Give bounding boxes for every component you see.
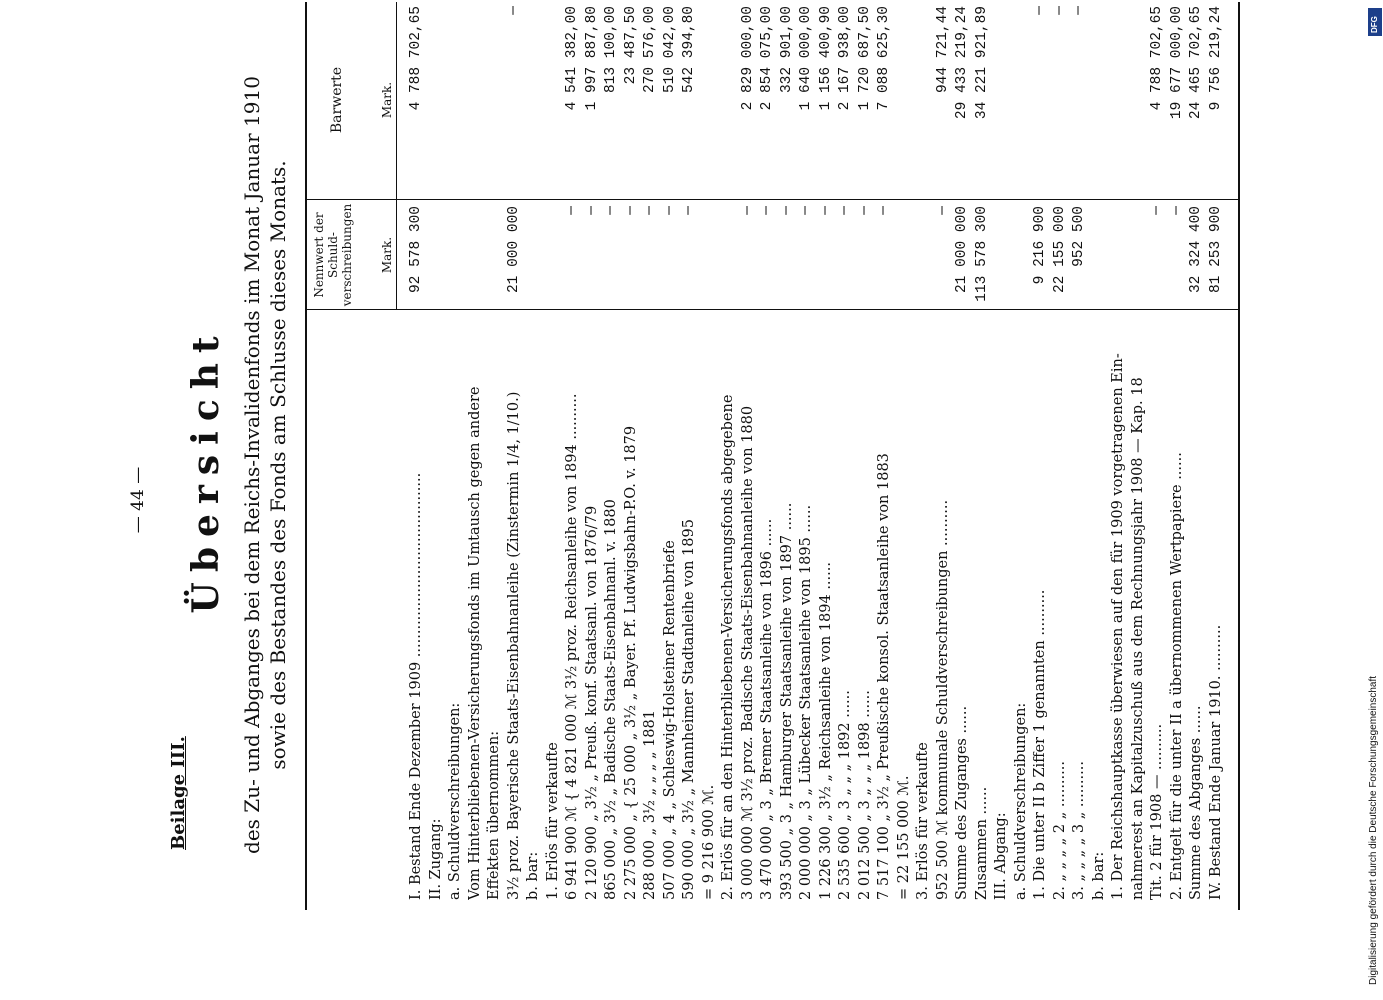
table-row-text: 3. Erlös für verkaufte <box>915 742 931 900</box>
table-row-text: = 22 155 000 ℳ. <box>895 775 912 900</box>
table-row-barwert: — <box>1032 6 1048 15</box>
table-top-rule <box>305 2 307 910</box>
table-row-nennwert: 21 000 000 <box>505 206 522 294</box>
table-row-text: 507 000 „ 4 „ Schleswig-Holsteiner Rentenbriefe <box>661 540 678 900</box>
table-row-nennwert: 92 578 300 <box>408 206 424 294</box>
table-row-nennwert: — <box>876 206 892 215</box>
table-row-barwert: 9 756 219,24 <box>1207 6 1224 111</box>
table-row-text: 2 120 900 „ 3½ „ Preuß. konf. Staatsanl. von 1876/79 <box>583 505 600 900</box>
table-row-barwert: 24 465 702,65 <box>1188 6 1204 120</box>
table-row-text: 1. Erlös für verkaufte <box>544 742 561 900</box>
table-row-barwert: 4 788 702,65 <box>1149 6 1165 111</box>
table-row-barwert: — <box>1051 6 1068 15</box>
table-row-barwert: 19 677 000,00 <box>1168 6 1185 120</box>
table-row-nennwert: — <box>934 206 951 215</box>
table-row-nennwert: — <box>1149 206 1165 215</box>
table-row-nennwert: — <box>564 206 580 215</box>
table-row-barwert: 1 997 887,80 <box>583 6 600 111</box>
table-row-text: 3 000 000 ℳ 3½ proz. Badische Staats-Eisenbahnanleihe von 1880 <box>739 405 756 900</box>
nennwert-unit: Mark. <box>380 236 394 274</box>
table-row-text: 3½ proz. Bayerische Staats-Eisenbahnanleihe (Zinstermin 1/4, 1/10.) <box>505 391 522 900</box>
table-row-text: 393 500 „ 3 „ Hamburger Staatsanleihe von 1897 ...... <box>778 502 795 900</box>
table-row-text: 1 226 300 „ 3½ „ Reichsanleihe von 1894 ...... <box>817 562 834 900</box>
subtitle-2: sowie des Bestandes des Fonds am Schlusse dieses Monats. <box>266 160 290 770</box>
table-row-nennwert: — <box>739 206 756 215</box>
table-row-nennwert: — <box>681 206 697 215</box>
table-row-text: 952 500 ℳ kommunale Schuldverschreibungen .......... <box>934 499 951 900</box>
table-row-text: Effekten übernommen: <box>486 730 502 900</box>
table-row-text: 1. Die unter II b Ziffer 1 genannten .......... <box>1032 589 1048 900</box>
table-row-nennwert: — <box>583 206 600 215</box>
table-row-barwert: 34 221 921,89 <box>973 6 990 120</box>
table-row-barwert: 813 100,00 <box>603 6 619 94</box>
table-row-nennwert: — <box>1168 206 1185 215</box>
beilage-label: Beilage III. <box>168 736 189 850</box>
table-row-barwert: 4 788 702,65 <box>408 6 424 111</box>
table-row-barwert: 2 854 075,00 <box>759 6 775 111</box>
table-row-barwert: 7 088 625,30 <box>876 6 892 111</box>
table-row-nennwert: — <box>778 206 795 215</box>
table-row-text: 3. „ „ „ „ 3 „ .......... <box>1071 761 1087 900</box>
table-row-nennwert: — <box>817 206 834 215</box>
table-row-barwert: 510 042,00 <box>661 6 678 94</box>
table-row-barwert: — <box>1071 6 1087 15</box>
digitization-credit <box>1368 15 1382 985</box>
table-row-text: 2 012 500 „ 3 „ „ „ 1898 ...... <box>856 690 873 900</box>
table-row-text: II. Zugang: <box>427 818 444 900</box>
table-row-nennwert: 9 216 900 <box>1032 206 1048 285</box>
table-row-text: Tit. 2 für 1908 — .......... <box>1149 723 1165 900</box>
table-row-text: 2 535 600 „ 3 „ „ „ 1892 ...... <box>837 690 853 900</box>
header-rule <box>396 2 397 310</box>
barwerte-header: Barwerte <box>329 66 345 134</box>
table-row-text: 2. „ „ „ „ 2 „ .......... <box>1051 761 1068 900</box>
col-divider-1 <box>305 309 1240 310</box>
table-row-text: III. Abgang: <box>993 812 1009 900</box>
table-row-text: 2 000 000 „ 3 „ Lübecker Staatsanleihe von 1895 ...... <box>798 504 814 900</box>
table-row-text: nahmerest an Kapitalzuschuß aus dem Rechnungsjahr 1908 — Kap. 18 <box>1129 377 1146 900</box>
table-row-barwert: 2 167 938,00 <box>837 6 853 111</box>
table-row-text: 288 000 „ 3½ „ „ „ „ 1881 <box>642 710 658 900</box>
table-row-nennwert: 113 578 300 <box>973 206 990 302</box>
table-row-text: 3 470 000 „ 3 „ Bremer Staatsanleihe von 1896 ...... <box>759 518 775 900</box>
table-row-barwert: 29 433 219,24 <box>954 6 970 120</box>
col-divider-2 <box>305 199 1240 200</box>
table-row-nennwert: 81 253 900 <box>1207 206 1224 294</box>
table-row-barwert: 542 394,80 <box>681 6 697 94</box>
table-row-text: b. bar: <box>525 851 541 900</box>
table-row-text: a. Schuldverschreibungen: <box>447 702 463 900</box>
dfg-label: DFG <box>1370 16 1379 33</box>
table-row-nennwert: 22 155 000 <box>1051 206 1068 294</box>
table-row-nennwert: — <box>603 206 619 215</box>
table-row-text: 590 000 „ 3½ „ Mannheimer Stadtanleihe von 1895 <box>681 519 697 900</box>
table-row-barwert: 23 487,50 <box>622 6 639 85</box>
table-row-text: 2 275 000 „ { 25 000 „ 3½ „ Bayer. Pf. Ludwigsbahn-P.O. v. 1879 <box>622 425 639 900</box>
table-row-barwert: 270 576,00 <box>642 6 658 94</box>
barwerte-unit: Mark. <box>380 81 394 119</box>
table-row-nennwert: — <box>798 206 814 215</box>
credit-text: Digitalisierung gefördert durch die Deutsche Forschungsgemeinschaft <box>1368 675 1379 985</box>
table-row-barwert: 1 720 687,50 <box>856 6 873 111</box>
table-row-text: 1. Der Reichshauptkasse überwiesen auf den für 1909 vorgetragenen Ein- <box>1110 353 1126 900</box>
subtitle-1: des Zu- und Abganges bei dem Reichs-Invalidenfonds im Monat Januar 1910 <box>240 76 264 854</box>
table-row-text: IV. Bestand Ende Januar 1910. .......... <box>1207 624 1224 900</box>
table-row-barwert: — <box>505 6 522 15</box>
table-row-nennwert: — <box>661 206 678 215</box>
table-row-text: a. Schuldverschreibungen: <box>1012 702 1029 900</box>
table-row-nennwert: — <box>856 206 873 215</box>
table-row-barwert: 4 541 382,00 <box>564 6 580 111</box>
table-row-text: = 9 216 900 ℳ. <box>700 784 717 900</box>
table-row-text: Zusammen ...... <box>973 786 990 900</box>
table-row-nennwert: — <box>759 206 775 215</box>
table-row-text: 7 517 100 „ 3½ „ Preußische konsol. Staatsanleihe von 1883 <box>876 453 892 900</box>
table-row-nennwert: — <box>642 206 658 215</box>
table-row-text: I. Bestand Ende Dezember 1909 ........................................ <box>408 472 424 900</box>
table-bottom-rule <box>1238 2 1240 910</box>
table-row-text: Summe des Abganges ...... <box>1188 705 1204 900</box>
table-row-barwert: 332 901,00 <box>778 6 795 94</box>
table-row-text: 2. Erlös für an den Hinterbliebenen-Versicherungsfonds abgegebene <box>720 394 736 900</box>
table-row-barwert: 1 640 000,00 <box>798 6 814 111</box>
table-row-text: Summe des Zuganges ...... <box>954 705 970 900</box>
table-row-barwert: 944 721,44 <box>934 6 951 94</box>
page-title: Übersicht <box>185 326 227 614</box>
table-row-barwert: 1 156 400,90 <box>817 6 834 111</box>
table-row-text: b. bar: <box>1090 851 1107 900</box>
table-row-nennwert: 952 500 <box>1071 206 1087 267</box>
table-row-text: Vom Hinterbliebenen-Versicherungsfonds im Umtausch gegen andere <box>466 386 483 900</box>
page-number: — 44 — <box>128 466 148 534</box>
table-row-text: 6 941 900 ℳ { 4 821 000 ℳ 3½ proz. Reichsanleihe von 1894 .......... <box>564 393 580 900</box>
table-row-text: 2. Entgelt für die unter II a übernommenen Wertpapiere ...... <box>1168 452 1185 900</box>
table-row-nennwert: 32 324 400 <box>1188 206 1204 294</box>
table-row-nennwert: — <box>837 206 853 215</box>
table-row-nennwert: 21 000 000 <box>954 206 970 294</box>
table-row-nennwert: — <box>622 206 639 215</box>
nennwert-header: Nennwert der Schuld- verschreibungen <box>312 203 354 307</box>
table-row-text: 865 000 „ 3½ „ Badische Staats-Eisenbahnanl. v. 1880 <box>603 499 619 900</box>
table-row-barwert: 2 829 000,00 <box>739 6 756 111</box>
